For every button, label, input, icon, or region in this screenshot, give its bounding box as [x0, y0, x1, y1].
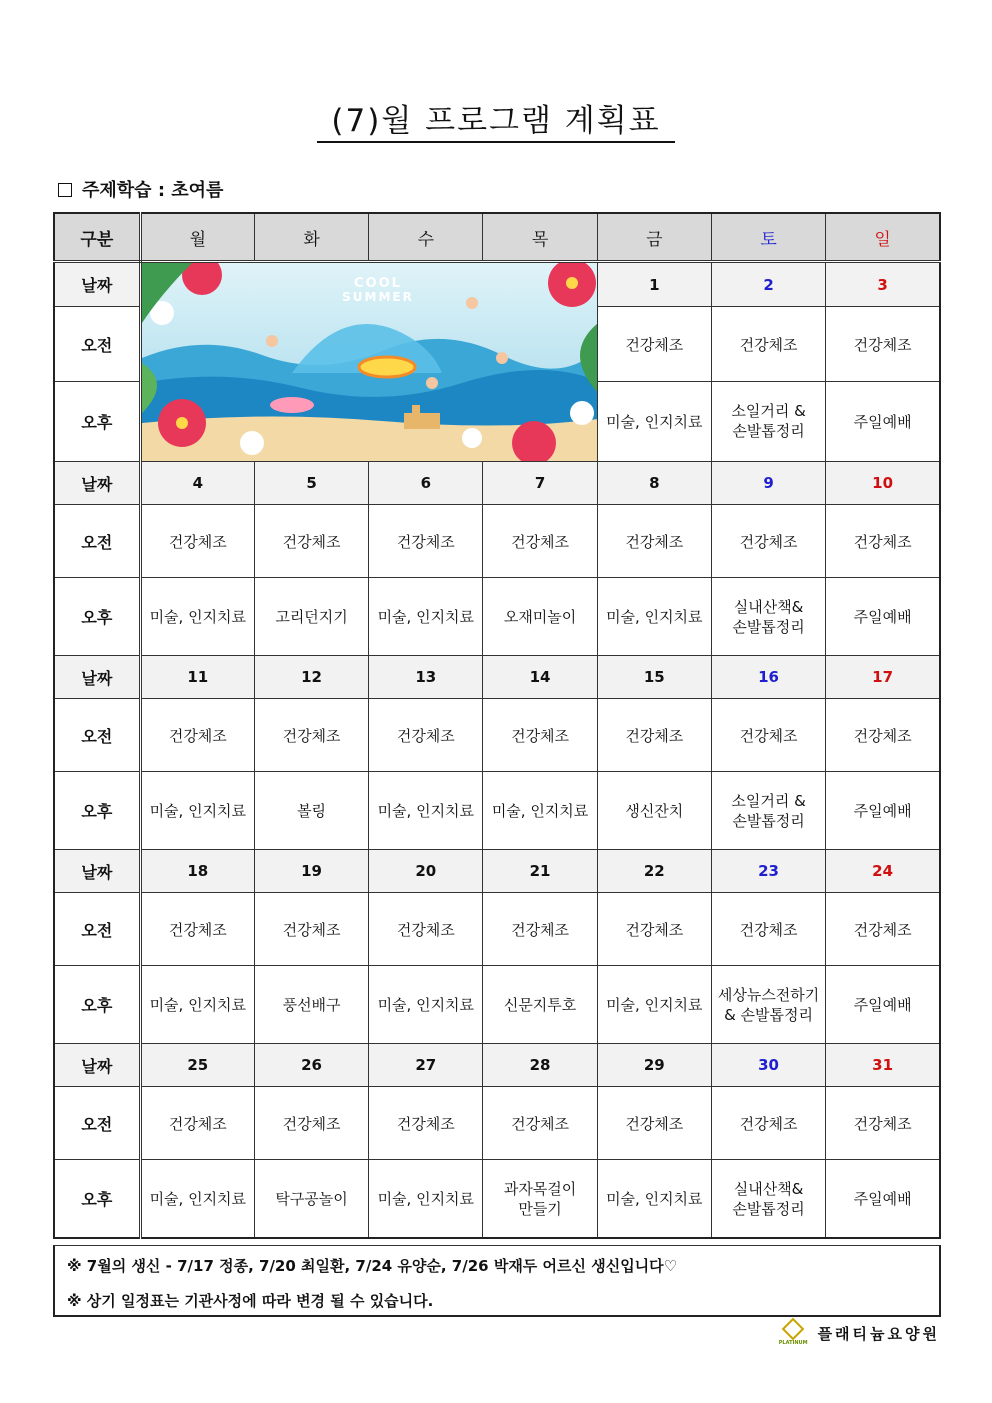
pm-activity-cell: 미술, 인지치료 [369, 966, 483, 1044]
row-label-date: 날짜 [54, 656, 140, 699]
am-row [54, 1087, 940, 1160]
header-day-sat: 토 [711, 213, 825, 262]
am-row [54, 893, 940, 966]
header-day-mon: 월 [140, 213, 254, 262]
am-activity-cell: 건강체조 [483, 893, 597, 966]
am-row [54, 505, 940, 578]
date-row [54, 850, 940, 893]
date-cell: 29 [597, 1044, 711, 1087]
pm-activity-cell: 미술, 인지치료 [597, 381, 711, 461]
am-activity-cell: 건강체조 [711, 893, 825, 966]
date-cell: 16 [711, 656, 825, 699]
cool-summer-image [142, 263, 598, 461]
image-text-cool: COOL [353, 276, 402, 291]
row-label-pm: 오후 [54, 1160, 140, 1239]
pm-activity-cell: 미술, 인지치료 [597, 578, 711, 656]
am-activity-cell: 건강체조 [140, 1087, 254, 1160]
pm-activity-cell: 주일예배 [826, 1160, 940, 1239]
pm-activity-cell: 미술, 인지치료 [369, 772, 483, 850]
pm-activity-cell: 소일거리 & 손발톱정리 [711, 772, 825, 850]
row-label-date: 날짜 [54, 850, 140, 893]
row-label-pm: 오후 [54, 381, 140, 461]
am-activity-cell: 건강체조 [369, 1087, 483, 1160]
am-activity-cell: 건강체조 [140, 893, 254, 966]
date-cell: 8 [597, 462, 711, 505]
am-activity-cell: 건강체조 [369, 699, 483, 772]
date-cell: 9 [711, 462, 825, 505]
date-cell: 11 [140, 656, 254, 699]
date-cell: 23 [711, 850, 825, 893]
pm-activity-cell: 소일거리 & 손발톱정리 [711, 381, 825, 461]
date-cell: 13 [369, 656, 483, 699]
change-notice: ※ 상기 일정표는 기관사정에 따라 변경 될 수 있습니다. [67, 1292, 434, 1310]
am-activity-cell: 건강체조 [483, 505, 597, 578]
pm-activity-cell: 미술, 인지치료 [140, 578, 254, 656]
pm-activity-cell: 주일예배 [826, 966, 940, 1044]
am-activity-cell: 건강체조 [711, 1087, 825, 1160]
page-title [0, 95, 992, 140]
pm-row [54, 578, 940, 656]
pm-activity-cell: 볼링 [254, 772, 368, 850]
date-cell: 15 [597, 656, 711, 699]
date-cell: 30 [711, 1044, 825, 1087]
footer [779, 1321, 940, 1346]
pm-activity-cell: 풍선배구 [254, 966, 368, 1044]
am-activity-cell: 건강체조 [254, 893, 368, 966]
date-cell: 26 [254, 1044, 368, 1087]
date-cell: 28 [483, 1044, 597, 1087]
date-cell: 20 [369, 850, 483, 893]
date-cell: 25 [140, 1044, 254, 1087]
row-label-pm: 오후 [54, 966, 140, 1044]
subject-line [58, 176, 223, 202]
row-label-am: 오전 [54, 893, 140, 966]
page-title-text: (7)월 프로그램 계획표 [317, 103, 674, 143]
date-row [54, 462, 940, 505]
header-label: 구분 [54, 213, 140, 262]
date-cell: 6 [369, 462, 483, 505]
checkbox-icon [58, 183, 72, 197]
pm-activity-cell: 과자목걸이 만들기 [483, 1160, 597, 1239]
row-label-am: 오전 [54, 699, 140, 772]
am-activity-cell: 건강체조 [597, 893, 711, 966]
am-activity-cell: 건강체조 [483, 1087, 597, 1160]
am-activity-cell: 건강체조 [826, 505, 940, 578]
pm-activity-cell: 미술, 인지치료 [597, 1160, 711, 1239]
am-activity-cell: 건강체조 [597, 699, 711, 772]
am-activity-cell: 건강체조 [140, 699, 254, 772]
header-day-fri: 금 [597, 213, 711, 262]
pm-activity-cell: 미술, 인지치료 [140, 1160, 254, 1239]
pm-activity-cell: 미술, 인지치료 [369, 1160, 483, 1239]
date-cell: 27 [369, 1044, 483, 1087]
date-cell: 24 [826, 850, 940, 893]
row-label-am: 오전 [54, 505, 140, 578]
am-activity-cell: 건강체조 [711, 699, 825, 772]
pm-activity-cell: 미술, 인지치료 [597, 966, 711, 1044]
date-cell: 2 [711, 262, 825, 307]
pm-activity-cell: 세상뉴스전하기 & 손발톱정리 [711, 966, 825, 1044]
pm-activity-cell: 고리던지기 [254, 578, 368, 656]
header-day-sun: 일 [826, 213, 940, 262]
date-row [54, 1044, 940, 1087]
row-label-pm: 오후 [54, 772, 140, 850]
pm-activity-cell: 실내산책& 손발톱정리 [711, 578, 825, 656]
row-label-date: 날짜 [54, 262, 140, 307]
header-row [54, 213, 940, 262]
pm-row [54, 772, 940, 850]
date-row [54, 262, 940, 307]
schedule-table [53, 212, 941, 1239]
pm-activity-cell: 미술, 인지치료 [140, 772, 254, 850]
date-cell: 1 [597, 262, 711, 307]
pm-activity-cell: 주일예배 [826, 381, 940, 461]
date-cell: 18 [140, 850, 254, 893]
am-activity-cell: 건강체조 [254, 699, 368, 772]
row-label-am: 오전 [54, 1087, 140, 1160]
pm-activity-cell: 생신잔치 [597, 772, 711, 850]
birthday-note: ※ 7월의 생신 - 7/17 정종, 7/20 최일환, 7/24 유양순, 7/26 박재두 어르신 생신입니다♡ [67, 1257, 678, 1275]
am-activity-cell: 건강체조 [711, 505, 825, 578]
date-cell: 5 [254, 462, 368, 505]
schedule-body [54, 262, 940, 1239]
am-activity-cell: 건강체조 [483, 699, 597, 772]
pm-row [54, 966, 940, 1044]
date-cell: 3 [826, 262, 940, 307]
am-activity-cell: 건강체조 [826, 307, 940, 382]
header-day-tue: 화 [254, 213, 368, 262]
org-name: 플래티늄요양원 [817, 1325, 940, 1343]
am-row [54, 699, 940, 772]
am-activity-cell: 건강체조 [597, 1087, 711, 1160]
date-cell: 17 [826, 656, 940, 699]
date-cell: 22 [597, 850, 711, 893]
date-cell: 7 [483, 462, 597, 505]
logo-text: PLATINUM [778, 1340, 808, 1346]
am-activity-cell: 건강체조 [826, 699, 940, 772]
date-cell: 10 [826, 462, 940, 505]
row-label-pm: 오후 [54, 578, 140, 656]
date-cell: 31 [826, 1044, 940, 1087]
pm-row [54, 1160, 940, 1239]
row-label-date: 날짜 [54, 462, 140, 505]
pm-activity-cell: 미술, 인지치료 [483, 772, 597, 850]
date-row [54, 656, 940, 699]
am-activity-cell: 건강체조 [369, 505, 483, 578]
am-activity-cell: 건강체조 [826, 1087, 940, 1160]
date-cell: 4 [140, 462, 254, 505]
am-activity-cell: 건강체조 [597, 307, 711, 382]
pm-activity-cell: 신문지투호 [483, 966, 597, 1044]
am-activity-cell: 건강체조 [254, 505, 368, 578]
am-activity-cell: 건강체조 [826, 893, 940, 966]
pm-activity-cell: 실내산책& 손발톱정리 [711, 1160, 825, 1239]
pm-activity-cell: 미술, 인지치료 [140, 966, 254, 1044]
date-cell: 21 [483, 850, 597, 893]
notes-box [53, 1245, 941, 1317]
am-activity-cell: 건강체조 [369, 893, 483, 966]
pm-activity-cell: 탁구공놀이 [254, 1160, 368, 1239]
pm-activity-cell: 오재미놀이 [483, 578, 597, 656]
platinum-logo [779, 1321, 808, 1346]
pm-activity-cell: 주일예배 [826, 578, 940, 656]
diamond-logo-icon [782, 1318, 805, 1341]
image-text-summer: SUMMER [341, 290, 414, 304]
summer-illustration [140, 262, 597, 462]
am-activity-cell: 건강체조 [254, 1087, 368, 1160]
row-label-date: 날짜 [54, 1044, 140, 1087]
date-cell: 19 [254, 850, 368, 893]
subject-text: 주제학습 : 초여름 [82, 180, 224, 201]
pm-activity-cell: 미술, 인지치료 [369, 578, 483, 656]
am-activity-cell: 건강체조 [597, 505, 711, 578]
header-day-wed: 수 [369, 213, 483, 262]
am-activity-cell: 건강체조 [711, 307, 825, 382]
row-label-am: 오전 [54, 307, 140, 382]
pm-activity-cell: 주일예배 [826, 772, 940, 850]
date-cell: 14 [483, 656, 597, 699]
date-cell: 12 [254, 656, 368, 699]
am-activity-cell: 건강체조 [140, 505, 254, 578]
header-day-thu: 목 [483, 213, 597, 262]
